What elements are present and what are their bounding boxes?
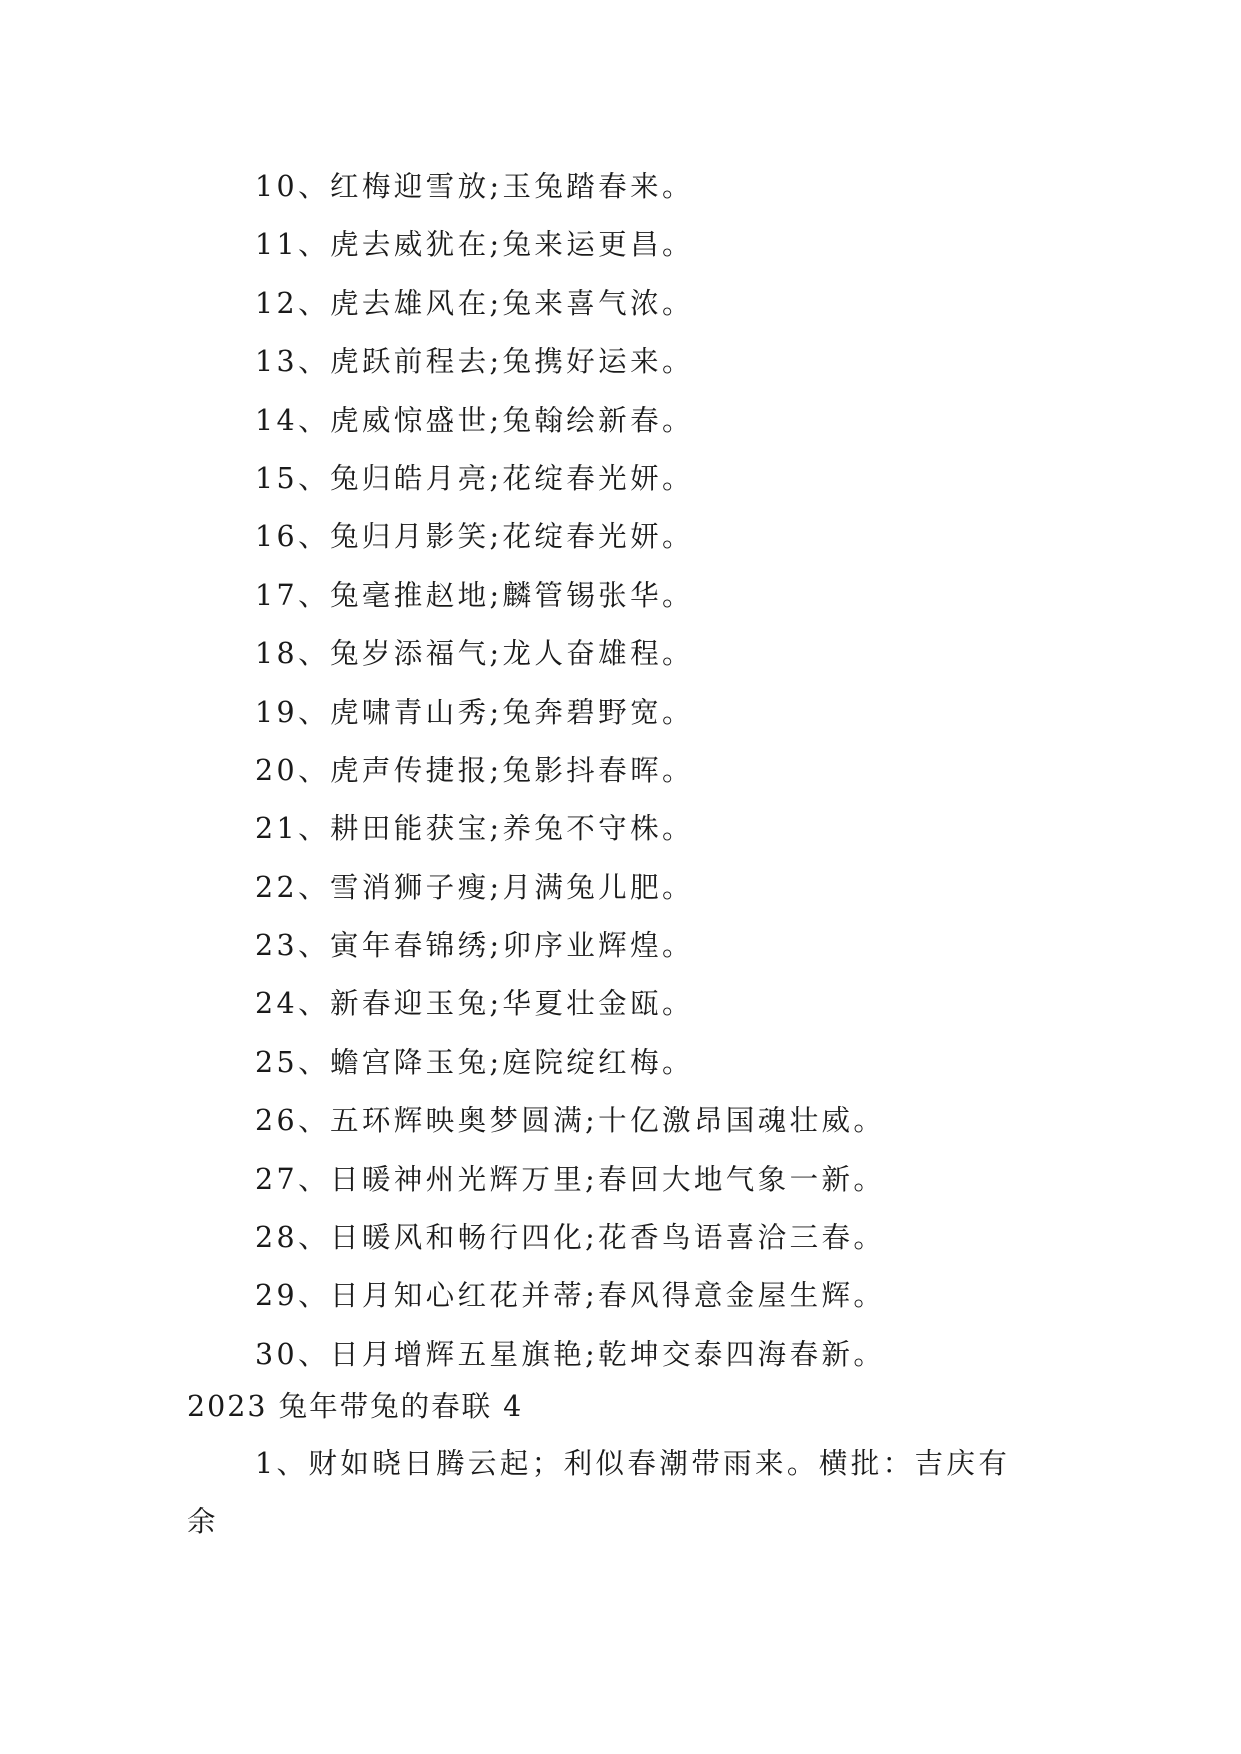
couplet-line: 23、寅年春锦绣;卯序业辉煌。 xyxy=(255,929,694,963)
couplet-line: 16、兔归月影笑;花绽春光妍。 xyxy=(255,520,694,554)
section-heading: 2023 兔年带兔的春联 4 xyxy=(187,1390,524,1423)
couplet-line: 25、蟾宫降玉兔;庭院绽红梅。 xyxy=(255,1045,694,1079)
couplet-line: 13、虎跃前程去;兔携好运来。 xyxy=(255,345,694,379)
couplet-list xyxy=(255,158,1155,1384)
couplet-line: 10、红梅迎雪放;玉兔踏春来。 xyxy=(255,170,694,203)
couplet-line: 14、虎威惊盛世;兔翰绘新春。 xyxy=(255,403,694,437)
couplet-line: 21、耕田能获宝;养兔不守株。 xyxy=(255,812,694,846)
couplet-line: 12、虎去雄风在;兔来喜气浓。 xyxy=(255,286,694,320)
couplet-line: 30、日月增辉五星旗艳;乾坤交泰四海春新。 xyxy=(255,1337,886,1371)
paragraph xyxy=(187,1435,1057,1552)
paragraph-line: 1、财如晓日腾云起；利似春潮带雨来。横批：吉庆有 xyxy=(255,1447,1011,1480)
couplet-line: 28、日暖风和畅行四化;花香鸟语喜洽三春。 xyxy=(255,1221,886,1255)
couplet-line: 11、虎去威犹在;兔来运更昌。 xyxy=(255,228,694,262)
couplet-line: 22、雪消狮子瘦;月满兔儿肥。 xyxy=(255,870,694,904)
couplet-line: 19、虎啸青山秀;兔奔碧野宽。 xyxy=(255,695,694,729)
couplet-line: 26、五环辉映奥梦圆满;十亿激昂国魂壮威。 xyxy=(255,1104,886,1138)
couplet-line: 24、新春迎玉兔;华夏壮金瓯。 xyxy=(255,987,694,1021)
paragraph-line: 余 xyxy=(187,1505,219,1539)
couplet-line: 20、虎声传捷报;兔影抖春晖。 xyxy=(255,753,694,787)
couplet-line: 27、日暖神州光辉万里;春回大地气象一新。 xyxy=(255,1162,886,1196)
couplet-line: 15、兔归皓月亮;花绽春光妍。 xyxy=(255,461,694,495)
couplet-line: 17、兔毫推赵地;麟管锡张华。 xyxy=(255,578,694,612)
couplet-line: 29、日月知心红花并蒂;春风得意金屋生辉。 xyxy=(255,1279,886,1313)
couplet-line: 18、兔岁添福气;龙人奋雄程。 xyxy=(255,637,694,671)
